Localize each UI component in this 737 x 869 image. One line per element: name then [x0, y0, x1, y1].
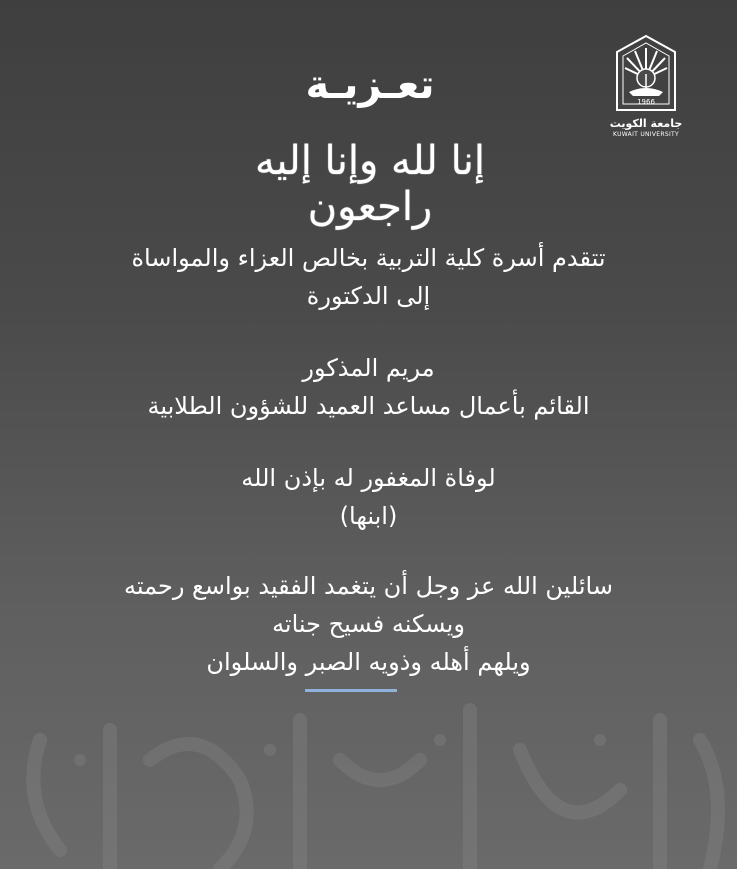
death-notice-line: لوفاة المغفور له بإذن الله: [241, 464, 496, 492]
intro-line-2: إلى الدكتورة: [306, 282, 431, 310]
logo-english-name: KUWAIT UNIVERSITY: [613, 131, 679, 138]
prayer-block: [40, 567, 697, 681]
prayer-line-1: سائلين الله عز وجل أن يتغمد الفقيد بواسع رحمته: [124, 572, 613, 600]
relation-line: (ابنها): [339, 502, 398, 530]
university-emblem-icon: [613, 34, 679, 114]
recipient-block: [40, 349, 697, 425]
kuwait-university-logo: [605, 34, 687, 146]
intro-line-1: تتقدم أسرة كلية التربية بخالص العزاء والمواساة: [131, 244, 606, 272]
logo-arabic-name: جامعة الكويت: [609, 117, 683, 130]
recipient-name: مريم المذكور: [302, 354, 435, 382]
intro-block: [40, 239, 697, 315]
divider-line: [305, 689, 397, 692]
prayer-line-3: ويلهم أهله وذويه الصبر والسلوان: [206, 648, 531, 676]
prayer-line-2: ويسكنه فسيح جناته: [272, 610, 465, 638]
quran-verse-calligraphy: إنا لله وإنا إليه راجعون: [254, 138, 486, 230]
page-title: تعـزيـة: [305, 62, 435, 108]
deceased-block: [40, 459, 697, 535]
svg-text:1966: 1966: [637, 98, 655, 106]
recipient-position: القائم بأعمال مساعد العميد للشؤون الطلابية: [147, 392, 590, 420]
calligraphy-watermark-graphic: [0, 700, 737, 869]
calligraphy-watermark: [0, 700, 737, 869]
